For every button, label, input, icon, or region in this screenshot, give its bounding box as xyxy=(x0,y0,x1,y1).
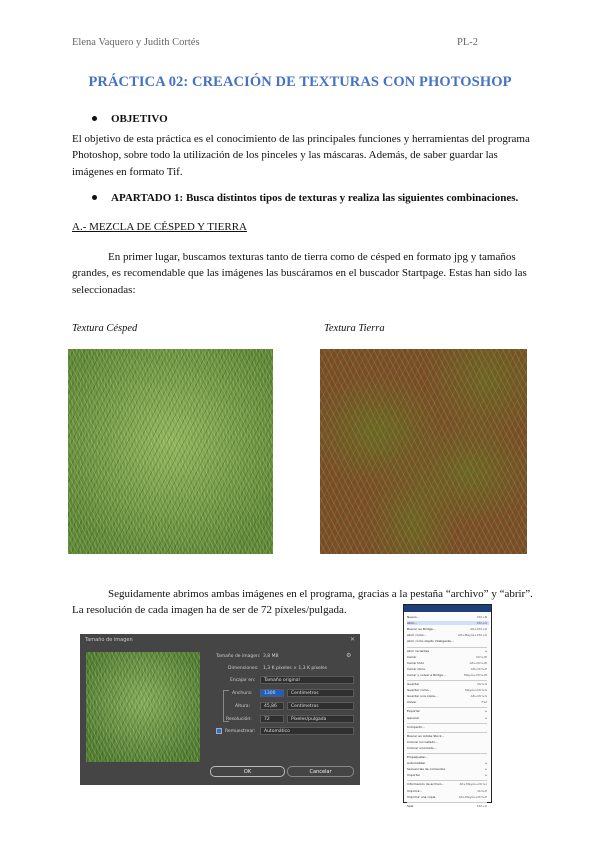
menu-item-shortcut: Alt+Ctrl+P xyxy=(470,666,487,671)
menu-item-label: Exportar xyxy=(407,709,420,714)
resample-label: Remuestrear: xyxy=(225,729,256,734)
width-input[interactable]: 1300 xyxy=(260,689,284,697)
menu-item-shortcut: ▸ xyxy=(485,715,487,720)
dialog-preview-image xyxy=(86,652,200,762)
menu-item-shortcut: Alt+Ctrl+S xyxy=(470,694,487,699)
menu-item-label: Información de archivo... xyxy=(407,782,445,787)
menu-item-shortcut: Alt+Mayús+Ctrl+P xyxy=(458,794,487,799)
objetivo-heading-text: OBJETIVO xyxy=(111,113,168,125)
menu-item-shortcut: ▸ xyxy=(485,709,487,714)
intro-line: En primer lugar, buscamos texturas tanto de tierra como de césped en formato jpg y tamaños xyxy=(108,251,516,263)
dirt-texture-image xyxy=(320,349,527,554)
header-page-ref: PL-2 xyxy=(457,37,478,48)
menu-item-label: Buscar en Adobe Stock... xyxy=(407,733,445,738)
dialog-label: Dimensiones: xyxy=(228,666,259,671)
menu-item-label: Volver xyxy=(407,700,417,705)
menu-item-shortcut: F12 xyxy=(481,700,487,705)
menu-item-shortcut: ▸ xyxy=(485,773,487,778)
menu-item[interactable] xyxy=(407,615,489,619)
menu-item[interactable] xyxy=(407,734,489,738)
menu-item[interactable] xyxy=(407,804,489,808)
menu-item[interactable] xyxy=(407,627,489,631)
menu-item-shortcut: Ctrl+N xyxy=(476,615,487,619)
menu-item-label: Automatizar xyxy=(407,761,426,766)
dialog-title: Tamaño de imagen xyxy=(85,637,133,643)
menu-item[interactable] xyxy=(407,633,489,637)
menu-item[interactable] xyxy=(407,789,489,793)
menu-item-shortcut: Ctrl+S xyxy=(477,682,487,686)
menu-separator xyxy=(407,680,487,681)
menu-item-label: Compartir... xyxy=(407,724,425,729)
menu-item-label: Cerrar xyxy=(407,654,417,659)
menu-item[interactable] xyxy=(407,667,489,671)
menu-item-shortcut: Ctrl+O xyxy=(476,621,487,626)
height-input[interactable]: 45,86 xyxy=(260,702,284,710)
menu-title-bar xyxy=(404,605,491,612)
ok-button[interactable]: OK xyxy=(210,766,285,777)
menu-item-shortcut: Mayús+Ctrl+S xyxy=(465,688,487,693)
intro-line: grandes, es recomendable que las imágenes las buscáramos en el buscador Startpage. Estas han sido las xyxy=(72,267,527,280)
after-line: La resolución de cada imagen ha de ser de 72 píxeles/pulgada. xyxy=(72,604,347,617)
caption-tierra: Textura Tierra xyxy=(324,323,385,334)
menu-item-shortcut: Alt+Ctrl+W xyxy=(469,660,487,665)
menu-item[interactable] xyxy=(407,639,489,643)
menu-item-shortcut: Ctrl+W xyxy=(476,654,487,659)
menu-item[interactable] xyxy=(407,740,489,744)
gear-icon[interactable]: ⚙ xyxy=(346,652,352,659)
menu-item[interactable] xyxy=(407,716,489,720)
menu-item-label: Generar xyxy=(407,715,420,720)
dialog-value: 3,8 MB xyxy=(263,654,279,659)
menu-item[interactable] xyxy=(407,700,489,704)
cancel-button[interactable]: Cancelar xyxy=(287,766,354,777)
height-unit-select[interactable]: Centímetros xyxy=(287,702,354,710)
menu-item-label: Nuevo... xyxy=(407,615,420,619)
menu-item[interactable] xyxy=(407,682,489,686)
menu-item[interactable] xyxy=(407,661,489,665)
menu-item-shortcut: ▸ xyxy=(485,648,487,653)
menu-item-label: Cerrar otros xyxy=(407,666,425,671)
menu-separator xyxy=(407,707,487,708)
menu-item-label: Secuencias de comandos xyxy=(407,767,446,772)
menu-item-label: Guardar xyxy=(407,682,420,686)
page-title: PRÁCTICA 02: CREACIÓN DE TEXTURAS CON PHOTOSHOP xyxy=(88,74,512,90)
grass-texture-image xyxy=(68,349,273,554)
menu-item-shortcut: ▸ xyxy=(485,767,487,772)
menu-item-label: Abrir... xyxy=(407,621,417,626)
dialog-label: Anchura: xyxy=(232,691,253,696)
menu-item[interactable] xyxy=(407,673,489,677)
menu-item[interactable] xyxy=(407,649,489,653)
menu-item-label: Buscar en Bridge... xyxy=(407,627,436,632)
menu-item-label: Guardar una copia... xyxy=(407,694,438,699)
menu-item[interactable] xyxy=(407,795,489,799)
objetivo-heading xyxy=(92,113,168,125)
menu-item-shortcut: ▸ xyxy=(485,761,487,766)
menu-separator xyxy=(407,732,487,733)
menu-item[interactable] xyxy=(407,773,489,777)
menu-item[interactable] xyxy=(407,688,489,692)
menu-separator xyxy=(407,647,487,648)
dialog-label: Resolución: xyxy=(226,717,252,722)
dialog-label: Tamaño de imagen: xyxy=(216,654,261,659)
menu-item-shortcut: Alt+Ctrl+O xyxy=(470,627,487,632)
dialog-value: 1,3 K píxeles × 1,3 K píxeles xyxy=(263,666,328,671)
menu-item-label: Colocar incrustado... xyxy=(407,739,438,744)
menu-item[interactable] xyxy=(407,761,489,765)
menu-item-shortcut: Ctrl+Q xyxy=(476,803,487,808)
bullet-icon xyxy=(92,195,97,200)
fit-to-select[interactable]: Tamaño original xyxy=(260,676,354,684)
menu-item-shortcut: Mayús+Ctrl+W xyxy=(464,672,487,677)
menu-item-label: Cerrar y volver a Bridge... xyxy=(407,672,446,677)
caption-cesped: Textura Césped xyxy=(72,323,138,334)
menu-item[interactable] xyxy=(407,755,489,759)
menu-item[interactable] xyxy=(407,621,489,625)
menu-item-shortcut: Alt+Mayús+Ctrl+O xyxy=(458,633,487,638)
resolution-input[interactable]: 72 xyxy=(260,715,284,723)
intro-line: seleccionadas: xyxy=(72,283,136,296)
menu-item[interactable] xyxy=(407,782,489,786)
menu-item[interactable] xyxy=(407,655,489,659)
menu-item-shortcut: Ctrl+P xyxy=(477,788,487,793)
menu-item-label: Colocar vinculado... xyxy=(407,745,437,750)
objetivo-line: imágenes en formato Tif. xyxy=(72,165,183,178)
objetivo-line: Photoshop, sobre todo la utilización de los pinceles y las máscaras. Además, de saber guardar las xyxy=(72,149,498,162)
section-a-intro xyxy=(72,249,542,298)
section-a-heading: A.- MEZCLA DE CÉSPED Y TIERRA xyxy=(72,221,247,233)
apartado1-heading xyxy=(92,192,518,204)
menu-item-shortcut: Alt+Mayús+Ctrl+I xyxy=(459,782,487,787)
header-authors: Elena Vaquero y Judith Cortés xyxy=(72,37,200,48)
menu-separator xyxy=(407,753,487,754)
menu-separator xyxy=(407,723,487,724)
menu-item-label: Importar xyxy=(407,773,421,778)
menu-item-label: Abrir como... xyxy=(407,633,427,638)
objetivo-line: El objetivo de esta práctica es el conocimiento de las principales funciones y herramientas del programa xyxy=(72,133,530,145)
menu-item-label: Salir xyxy=(407,803,414,808)
menu-item[interactable] xyxy=(407,694,489,698)
resample-checkbox[interactable] xyxy=(216,728,222,734)
resample-select[interactable]: Automático xyxy=(260,727,354,735)
menu-separator xyxy=(407,802,487,803)
resolution-unit-select[interactable]: Píxeles/pulgada xyxy=(287,715,354,723)
close-icon[interactable]: ✕ xyxy=(349,636,355,643)
menu-item[interactable] xyxy=(407,767,489,771)
file-menu xyxy=(403,604,492,808)
menu-item-label: Guardar como... xyxy=(407,688,432,693)
image-size-dialog xyxy=(80,634,360,785)
objetivo-paragraph xyxy=(72,131,542,180)
menu-item-label: Imprimir... xyxy=(407,788,423,793)
menu-item[interactable] xyxy=(407,725,489,729)
apartado1-heading-text: APARTADO 1: Busca distintos tipos de texturas y realiza las siguientes combinaciones. xyxy=(111,192,519,204)
after-line: Seguidamente abrimos ambas imágenes en el programa, gracias a la pestaña “archivo” y “abrir”. xyxy=(108,588,533,600)
dialog-label: Altura: xyxy=(235,704,251,709)
menu-item-label: Cerrar todo xyxy=(407,660,425,665)
menu-item-label: Abrir recientes xyxy=(407,648,430,653)
bullet-icon xyxy=(92,116,97,121)
menu-item[interactable] xyxy=(407,709,489,713)
menu-item[interactable] xyxy=(407,746,489,750)
menu-item-label: Empaquetar... xyxy=(407,755,429,759)
menu-item-label: Imprimir una copia xyxy=(407,794,436,799)
width-unit-select[interactable]: Centímetros xyxy=(287,689,354,697)
menu-item-label: Abrir como objeto inteligente... xyxy=(407,639,454,644)
dialog-label: Encajar en: xyxy=(230,678,256,683)
menu-separator xyxy=(407,780,487,781)
